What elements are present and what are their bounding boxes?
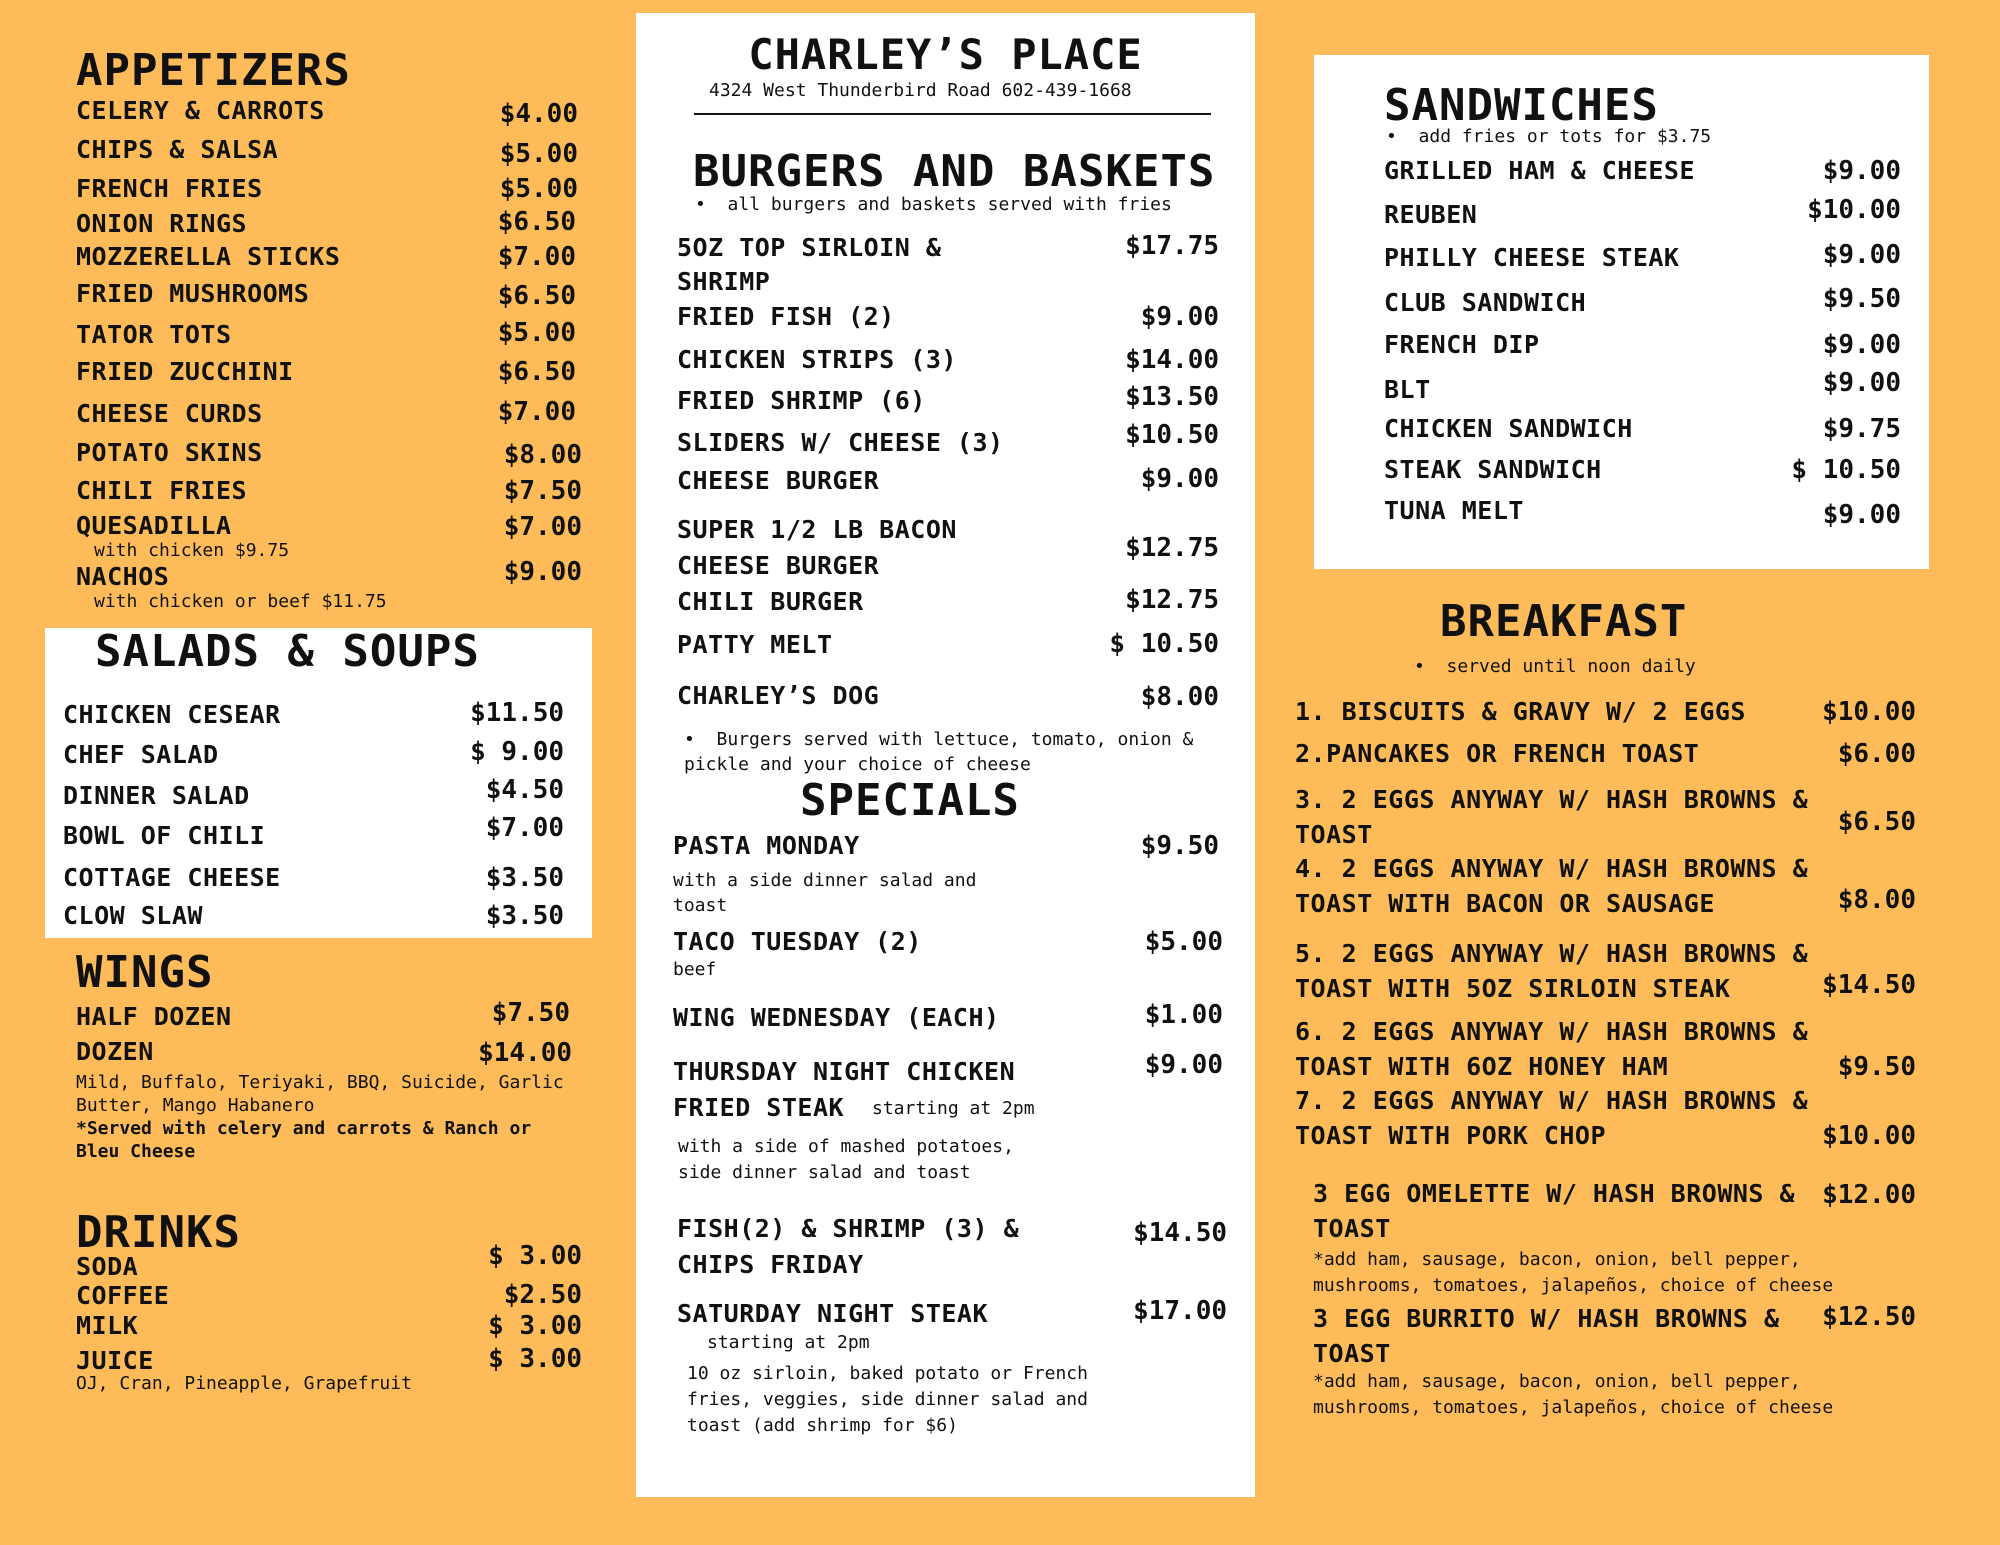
menu-item-name: TUNA MELT (1384, 496, 1524, 525)
menu-item-price: $9.75 (1822, 414, 1901, 444)
menu-item-name: FRIED ZUCCHINI (76, 357, 294, 386)
menu-item-price: $7.50 (503, 476, 582, 506)
menu-item-name: FRIED MUSHROOMS (76, 279, 310, 308)
menu-item-price: $7.00 (503, 512, 582, 542)
menu-item-name: SATURDAY NIGHT STEAK (677, 1299, 989, 1328)
menu-item-name: FRIED SHRIMP (6) (677, 386, 926, 415)
menu-item-price: $9.00 (1822, 156, 1901, 186)
menu-item-price: $3.50 (485, 863, 564, 893)
menu-item-price: $11.50 (470, 698, 564, 728)
menu-item-name: FRENCH DIP (1384, 330, 1540, 359)
menu-item-price: $ 9.00 (470, 737, 564, 767)
menu-item-price: $14.00 (478, 1038, 572, 1068)
menu-item-name: SUPER 1/2 LB BACON CHEESE BURGER (677, 515, 957, 580)
menu-item-price: $6.50 (497, 207, 576, 237)
menu-item-price: $5.00 (499, 174, 578, 204)
menu-item-name: FRENCH FRIES (76, 174, 263, 203)
menu-item-price: $5.00 (499, 139, 578, 169)
menu-item-price: $ 3.00 (488, 1344, 582, 1374)
menu-item-price: $9.00 (1822, 330, 1901, 360)
menu-item-price: $9.00 (1144, 1050, 1223, 1080)
menu-item-name: CLOW SLAW (63, 901, 203, 930)
menu-item-price: $ 3.00 (488, 1241, 582, 1271)
menu-item-price: $2.50 (503, 1280, 582, 1310)
menu-item-name: 3 EGG BURRITO W/ HASH BROWNS & TOAST (1313, 1304, 1780, 1368)
menu-item-price: $14.00 (1125, 345, 1219, 375)
menu-item-name: ONION RINGS (76, 209, 248, 238)
menu-item-price: $13.50 (1125, 382, 1219, 412)
menu-item-price: $4.00 (499, 99, 578, 129)
menu-item-name: 1. BISCUITS & GRAVY W/ 2 EGGS (1295, 697, 1746, 726)
menu-item-price: $9.50 (1837, 1052, 1916, 1082)
menu-item-price: $6.50 (497, 357, 576, 387)
menu-item-name: CELERY & CARROTS (76, 96, 325, 125)
menu-item-price: $8.00 (1140, 682, 1219, 712)
wings-title: WINGS (76, 947, 214, 998)
breakfast-title: BREAKFAST (1440, 596, 1688, 647)
menu-item-name: WING WEDNESDAY (EACH) (673, 1003, 1000, 1032)
menu-item-name: REUBEN (1384, 200, 1478, 229)
menu-item-price: $12.50 (1822, 1302, 1916, 1332)
menu-item-note: *add ham, sausage, bacon, onion, bell pepper, mushrooms, tomatoes, jalapeños, choice of cheese (1313, 1249, 1834, 1296)
menu-item-time: starting at 2pm (872, 1098, 1035, 1119)
burgers-title: BURGERS AND BASKETS (693, 146, 1216, 197)
menu-item-name: CHICKEN CESEAR (63, 700, 281, 729)
menu-item-name: COTTAGE CHEESE (63, 863, 281, 892)
menu-item-name: SODA (76, 1252, 139, 1281)
wings-flavors: Mild, Buffalo, Teriyaki, BBQ, Suicide, Garlic Butter, Mango Habanero (76, 1072, 564, 1116)
burgers-footnote: • Burgers served with lettuce, tomato, onion & pickle and your choice of cheese (684, 727, 1214, 777)
menu-item-name: MILK (76, 1311, 139, 1340)
menu-item-price: $12.75 (1125, 533, 1219, 563)
menu-item-price: $9.00 (1822, 368, 1901, 398)
menu-item-price: $5.00 (1144, 927, 1223, 957)
menu-item-name: GRILLED HAM & CHEESE (1384, 156, 1696, 185)
menu-item-price: $4.50 (485, 775, 564, 805)
menu-item-price: $9.50 (1140, 831, 1219, 861)
breakfast-subtitle: • served until noon daily (1414, 656, 1696, 677)
menu-item-name: TATOR TOTS (76, 320, 232, 349)
menu-item-note: 10 oz sirloin, baked potato or French fries, veggies, side dinner salad and toast (add shrimp for $6) (687, 1363, 1088, 1436)
menu-item-name: 4. 2 EGGS ANYWAY W/ HASH BROWNS & TOAST WITH BACON OR SAUSAGE (1295, 854, 1809, 918)
menu-item-price: $10.00 (1807, 195, 1901, 225)
menu-item-name: BLT (1384, 375, 1431, 404)
menu-item-name: PHILLY CHEESE STEAK (1384, 243, 1680, 272)
drinks-title: DRINKS (76, 1207, 241, 1258)
menu-item-price: $17.00 (1133, 1296, 1227, 1326)
menu-item-price: $9.00 (503, 557, 582, 587)
salads-title: SALADS & SOUPS (95, 626, 480, 677)
menu-item-name: CHEF SALAD (63, 740, 219, 769)
menu-item-price: $7.00 (497, 242, 576, 272)
restaurant-name: CHARLEY’S PLACE (748, 30, 1143, 79)
menu-item-name: 6. 2 EGGS ANYWAY W/ HASH BROWNS & TOAST WITH 6OZ HONEY HAM (1295, 1017, 1809, 1081)
menu-item-name: CHILI BURGER (677, 587, 864, 616)
menu-item-name: HALF DOZEN (76, 1002, 232, 1031)
menu-item-price: $7.00 (485, 813, 564, 843)
menu-item-price: $14.50 (1133, 1218, 1227, 1248)
menu-item-name: TACO TUESDAY (2) (673, 927, 922, 956)
menu-item-price: $ 10.50 (1109, 629, 1219, 659)
menu-item-name: CHIPS & SALSA (76, 135, 279, 164)
menu-item-name: CHEESE BURGER (677, 466, 880, 495)
menu-item-name: CLUB SANDWICH (1384, 288, 1587, 317)
menu-item-price: $1.00 (1144, 1000, 1223, 1030)
menu-item-name: PATTY MELT (677, 630, 833, 659)
menu-item-name: JUICE (76, 1346, 154, 1375)
specials-title: SPECIALS (800, 775, 1020, 826)
menu-item-price: $12.00 (1822, 1180, 1916, 1210)
wings-served-note: *Served with celery and carrots & Ranch or Bleu Cheese (76, 1118, 532, 1162)
restaurant-address: 4324 West Thunderbird Road 602-439-1668 (709, 80, 1132, 101)
menu-item-price: $10.00 (1822, 1121, 1916, 1151)
menu-item-price: $7.00 (497, 397, 576, 427)
menu-item-name: MOZZERELLA STICKS (76, 242, 341, 271)
menu-item-name: DINNER SALAD (63, 781, 250, 810)
header-divider (694, 113, 1211, 115)
burgers-subtitle: • all burgers and baskets served with fries (695, 194, 1172, 215)
menu-item-name: PASTA MONDAY (673, 831, 860, 860)
drinks-note: OJ, Cran, Pineapple, Grapefruit (76, 1373, 412, 1394)
menu-item-price: $8.00 (503, 440, 582, 470)
menu-item-price: $7.50 (491, 998, 570, 1028)
menu-item-name: BOWL OF CHILI (63, 821, 266, 850)
menu-item-name: FISH(2) & SHRIMP (3) & CHIPS FRIDAY (677, 1214, 1020, 1279)
menu-item-name: FRIED FISH (2) (677, 302, 895, 331)
menu-item-name: POTATO SKINS (76, 438, 263, 467)
menu-item-name: 5. 2 EGGS ANYWAY W/ HASH BROWNS & TOAST WITH 5OZ SIRLOIN STEAK (1295, 939, 1809, 1003)
menu-item-note: with a side dinner salad and toast (673, 870, 977, 916)
menu-item-name: CHICKEN SANDWICH (1384, 414, 1633, 443)
menu-item-note: with a side of mashed potatoes, side dinner salad and toast (678, 1136, 1014, 1183)
menu-item-price: $9.50 (1822, 284, 1901, 314)
menu-item-note: *add ham, sausage, bacon, onion, bell pepper, mushrooms, tomatoes, jalapeños, choice of cheese (1313, 1371, 1834, 1418)
menu-item-price: $ 3.00 (488, 1311, 582, 1341)
menu-item-name: CHICKEN STRIPS (3) (677, 345, 957, 374)
sandwiches-subtitle: • add fries or tots for $3.75 (1386, 126, 1711, 147)
menu-item-name: 3 EGG OMELETTE W/ HASH BROWNS & TOAST (1313, 1179, 1796, 1243)
menu-item-price: $6.00 (1837, 739, 1916, 769)
menu-item-note: with chicken or beef $11.75 (94, 591, 387, 612)
menu-item-price: $8.00 (1837, 885, 1916, 915)
menu-item-price: $14.50 (1822, 970, 1916, 1000)
menu-item-name: CHARLEY’S DOG (677, 681, 880, 710)
menu-item-name: DOZEN (76, 1037, 154, 1066)
menu-item-name: CHILI FRIES (76, 476, 248, 505)
menu-item-name: 3. 2 EGGS ANYWAY W/ HASH BROWNS & TOAST (1295, 785, 1809, 849)
menu-item-name: 5OZ TOP SIRLOIN & SHRIMP (677, 233, 942, 296)
menu-item-time: starting at 2pm (707, 1332, 870, 1353)
menu-item-price: $10.00 (1822, 697, 1916, 727)
menu-item-price: $ 10.50 (1791, 455, 1901, 485)
menu-item-price: $6.50 (1837, 807, 1916, 837)
menu-item-name: 7. 2 EGGS ANYWAY W/ HASH BROWNS & TOAST WITH PORK CHOP (1295, 1086, 1809, 1150)
menu-item-price: $3.50 (485, 901, 564, 931)
menu-item-price: $5.00 (497, 318, 576, 348)
menu-item-note: with chicken $9.75 (94, 540, 290, 561)
sandwiches-title: SANDWICHES (1384, 80, 1659, 131)
menu-item-price: $6.50 (497, 281, 576, 311)
menu-item-name: 2.PANCAKES OR FRENCH TOAST (1295, 739, 1700, 768)
menu-item-price: $12.75 (1125, 585, 1219, 615)
menu-item-name: QUESADILLA (76, 511, 232, 540)
menu-item-note: beef (673, 959, 717, 980)
menu-item-price: $10.50 (1125, 420, 1219, 450)
menu-item-price: $9.00 (1140, 302, 1219, 332)
menu-item-price: $9.00 (1822, 240, 1901, 270)
menu-item-price: $9.00 (1822, 500, 1901, 530)
menu-item-name: STEAK SANDWICH (1384, 455, 1602, 484)
menu-item-name: CHEESE CURDS (76, 399, 263, 428)
menu-item-name: SLIDERS W/ CHEESE (3) (677, 428, 1004, 457)
appetizers-title: APPETIZERS (76, 45, 351, 96)
menu-item-name: COFFEE (76, 1281, 170, 1310)
menu-item-name: NACHOS (76, 562, 170, 591)
menu-item-name: THURSDAY NIGHT CHICKEN FRIED STEAK (673, 1057, 1016, 1122)
menu-item-price: $17.75 (1125, 231, 1219, 261)
menu-item-price: $9.00 (1140, 464, 1219, 494)
